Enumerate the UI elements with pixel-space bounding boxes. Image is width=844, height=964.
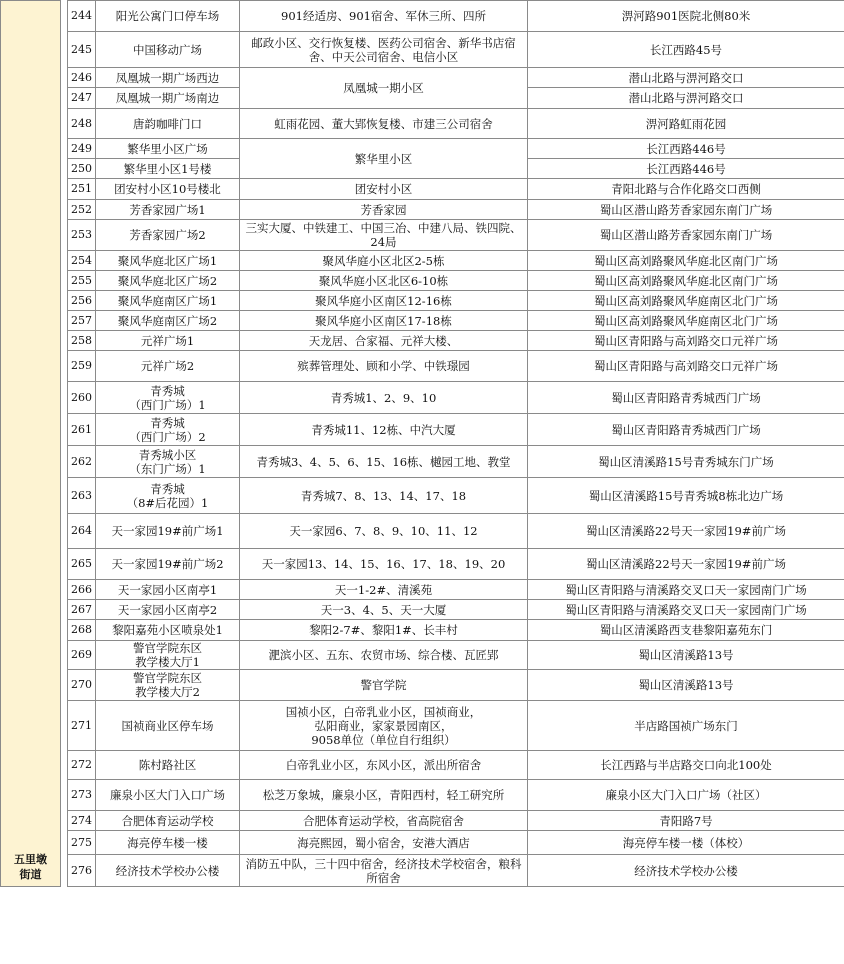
coverage-area-cell: 白帝乳业小区，东风小区，派出所宿舍 <box>240 751 528 780</box>
address-cell: 蜀山区潜山路芳香家园东南门广场 <box>528 220 844 251</box>
row-number-cell: 272 <box>68 751 96 780</box>
table-row <box>1 32 844 68</box>
site-name-cell: 繁华里小区1号楼 <box>96 159 240 179</box>
coverage-area-cell: 天一1-2#、清溪苑 <box>240 580 528 600</box>
row-number-cell: 268 <box>68 620 96 641</box>
coverage-area-cell: 黎阳2-7#、黎阳1#、长丰村 <box>240 620 528 641</box>
coverage-area-cell: 松芝万象城，廉泉小区，青阳西村，轻工研究所 <box>240 780 528 811</box>
site-name-cell: 中国移动广场 <box>96 32 240 68</box>
table-row <box>1 620 844 641</box>
row-number-cell: 273 <box>68 780 96 811</box>
table-row <box>1 351 844 382</box>
address-cell: 蜀山区高刘路聚风华庭南区北门广场 <box>528 291 844 311</box>
row-number-cell: 267 <box>68 600 96 620</box>
coverage-area-cell: 901经适房、901宿舍、军休三所、四所 <box>240 1 528 32</box>
street-name-cell: 五里墩 街道 <box>1 1 61 887</box>
table-row <box>1 1 844 32</box>
site-name-cell: 繁华里小区广场 <box>96 139 240 159</box>
row-number-cell: 245 <box>68 32 96 68</box>
address-cell: 蜀山区清溪路22号天一家园19#前广场 <box>528 549 844 580</box>
row-number-cell: 250 <box>68 159 96 179</box>
address-cell: 廉泉小区大门入口广场（社区） <box>528 780 844 811</box>
site-name-cell: 陈村路社区 <box>96 751 240 780</box>
coverage-area-cell: 三实大厦、中铁建工、中国三冶、中建八局、铁四院、24局 <box>240 220 528 251</box>
address-cell: 蜀山区青阳路青秀城西门广场 <box>528 414 844 446</box>
row-number-cell: 271 <box>68 701 96 751</box>
coverage-area-cell: 聚风华庭小区北区6-10栋 <box>240 271 528 291</box>
table-row <box>1 414 844 446</box>
table-row <box>1 68 844 88</box>
table-row <box>1 446 844 478</box>
site-name-cell: 芳香家园广场2 <box>96 220 240 251</box>
coverage-area-cell: 消防五中队，三十四中宿舍，经济技术学校宿舍，粮科所宿舍 <box>240 855 528 887</box>
coverage-area-cell: 海亮熙园，蜀小宿舍，安港大酒店 <box>240 831 528 855</box>
address-cell: 潜山北路与淠河路交口 <box>528 68 844 88</box>
coverage-area-cell: 合肥体育运动学校，省高院宿舍 <box>240 811 528 831</box>
coverage-area-cell: 凤凰城一期小区 <box>240 68 528 109</box>
site-name-cell: 天一家园小区南亭1 <box>96 580 240 600</box>
row-number-cell: 251 <box>68 179 96 200</box>
site-name-cell: 阳光公寓门口停车场 <box>96 1 240 32</box>
table-row <box>1 811 844 831</box>
address-cell: 青阳路7号 <box>528 811 844 831</box>
site-name-cell: 凤凰城一期广场南边 <box>96 88 240 109</box>
table-row <box>1 855 844 887</box>
site-name-cell: 海亮停车楼一楼 <box>96 831 240 855</box>
address-cell: 淠河路虹雨花园 <box>528 109 844 139</box>
site-name-cell: 青秀城小区 （东门广场）1 <box>96 446 240 478</box>
row-number-cell: 257 <box>68 311 96 331</box>
site-name-cell: 合肥体育运动学校 <box>96 811 240 831</box>
site-name-cell: 黎阳嘉苑小区喷泉处1 <box>96 620 240 641</box>
row-number-cell: 256 <box>68 291 96 311</box>
coverage-area-cell: 青秀城11、12栋、中汽大厦 <box>240 414 528 446</box>
coverage-area-cell: 邮政小区、交行恢复楼、医药公司宿舍、新华书店宿舍、中天公司宿舍、电信小区 <box>240 32 528 68</box>
row-number-cell: 269 <box>68 641 96 670</box>
table-row <box>1 600 844 620</box>
row-number-cell: 261 <box>68 414 96 446</box>
table-row <box>1 641 844 670</box>
table-row <box>1 670 844 701</box>
row-number-cell: 258 <box>68 331 96 351</box>
row-number-cell: 266 <box>68 580 96 600</box>
coverage-area-cell: 虹雨花园、董大郢恢复楼、市建三公司宿舍 <box>240 109 528 139</box>
coverage-area-cell: 天一家园6、7、8、9、10、11、12 <box>240 514 528 549</box>
row-number-cell: 275 <box>68 831 96 855</box>
coverage-area-cell: 天一家园13、14、15、16、17、18、19、20 <box>240 549 528 580</box>
coverage-area-cell: 天龙居、合家福、元祥大楼、 <box>240 331 528 351</box>
table-row <box>1 139 844 159</box>
site-name-cell: 团安村小区10号楼北 <box>96 179 240 200</box>
table-row <box>1 291 844 311</box>
row-number-cell: 270 <box>68 670 96 701</box>
table-body <box>1 1 844 887</box>
table-row <box>1 549 844 580</box>
address-cell: 长江西路446号 <box>528 139 844 159</box>
table-row <box>1 751 844 780</box>
site-name-cell: 警官学院东区 教学楼大厅1 <box>96 641 240 670</box>
coverage-area-cell: 团安村小区 <box>240 179 528 200</box>
table-row <box>1 200 844 220</box>
row-number-cell: 249 <box>68 139 96 159</box>
address-cell: 蜀山区清溪路13号 <box>528 670 844 701</box>
row-number-cell: 253 <box>68 220 96 251</box>
table-row <box>1 780 844 811</box>
address-cell: 蜀山区高刘路聚风华庭北区南门广场 <box>528 251 844 271</box>
address-cell: 长江西路446号 <box>528 159 844 179</box>
coverage-area-cell: 青秀城3、4、5、6、15、16栋、樾园工地、教堂 <box>240 446 528 478</box>
table-row <box>1 311 844 331</box>
coverage-area-cell: 繁华里小区 <box>240 139 528 179</box>
address-cell: 蜀山区清溪路西支巷黎阳嘉苑东门 <box>528 620 844 641</box>
address-cell: 半店路国祯广场东门 <box>528 701 844 751</box>
site-name-cell: 经济技术学校办公楼 <box>96 855 240 887</box>
coverage-area-cell: 芳香家园 <box>240 200 528 220</box>
address-cell: 淠河路901医院北侧80米 <box>528 1 844 32</box>
coverage-area-cell: 国祯小区，白帝乳业小区，国祯商业， 弘阳商业，家家景园南区， 9058单位（单位自行组织） <box>240 701 528 751</box>
coverage-area-cell: 青秀城7、8、13、14、17、18 <box>240 478 528 514</box>
site-name-cell: 青秀城 （西门广场）1 <box>96 382 240 414</box>
address-cell: 蜀山区清溪路13号 <box>528 641 844 670</box>
table-row <box>1 331 844 351</box>
table-row <box>1 179 844 200</box>
site-name-cell: 天一家园小区南亭2 <box>96 600 240 620</box>
site-name-cell: 芳香家园广场1 <box>96 200 240 220</box>
coverage-area-cell: 天一3、4、5、天一大厦 <box>240 600 528 620</box>
row-number-cell: 259 <box>68 351 96 382</box>
site-name-cell: 元祥广场2 <box>96 351 240 382</box>
coverage-area-cell: 聚风华庭小区南区12-16栋 <box>240 291 528 311</box>
site-name-cell: 廉泉小区大门入口广场 <box>96 780 240 811</box>
site-name-cell: 青秀城 （8#后花园）1 <box>96 478 240 514</box>
address-cell: 潜山北路与淠河路交口 <box>528 88 844 109</box>
row-number-cell: 274 <box>68 811 96 831</box>
site-name-cell: 聚风华庭南区广场1 <box>96 291 240 311</box>
site-name-cell: 青秀城 （西门广场）2 <box>96 414 240 446</box>
row-number-cell: 260 <box>68 382 96 414</box>
row-number-cell: 252 <box>68 200 96 220</box>
table-row <box>1 271 844 291</box>
row-number-cell: 255 <box>68 271 96 291</box>
row-number-cell: 248 <box>68 109 96 139</box>
gutter-cell <box>61 1 68 887</box>
table-row <box>1 831 844 855</box>
site-name-cell: 聚风华庭南区广场2 <box>96 311 240 331</box>
site-name-cell: 聚风华庭北区广场1 <box>96 251 240 271</box>
row-number-cell: 262 <box>68 446 96 478</box>
coverage-area-cell: 淝滨小区、五东、农贸市场、综合楼、瓦匠郢 <box>240 641 528 670</box>
address-cell: 蜀山区青阳路与高刘路交口元祥广场 <box>528 351 844 382</box>
coverage-area-cell: 聚风华庭小区南区17-18栋 <box>240 311 528 331</box>
site-name-cell: 唐韵咖啡门口 <box>96 109 240 139</box>
address-cell: 长江西路与半店路交口向北100处 <box>528 751 844 780</box>
address-cell: 蜀山区青阳路与清溪路交叉口天一家园南门广场 <box>528 580 844 600</box>
table-row <box>1 251 844 271</box>
table-row <box>1 109 844 139</box>
address-cell: 蜀山区清溪路22号天一家园19#前广场 <box>528 514 844 549</box>
row-number-cell: 263 <box>68 478 96 514</box>
address-cell: 蜀山区清溪路15号青秀城8栋北边广场 <box>528 478 844 514</box>
table-row <box>1 701 844 751</box>
site-name-cell: 聚风华庭北区广场2 <box>96 271 240 291</box>
site-name-cell: 天一家园19#前广场2 <box>96 549 240 580</box>
address-cell: 蜀山区清溪路15号青秀城东门广场 <box>528 446 844 478</box>
coverage-area-cell: 聚风华庭小区北区2-5栋 <box>240 251 528 271</box>
site-name-cell: 警官学院东区 教学楼大厅2 <box>96 670 240 701</box>
row-number-cell: 265 <box>68 549 96 580</box>
coverage-area-cell: 青秀城1、2、9、10 <box>240 382 528 414</box>
site-name-cell: 国祯商业区停车场 <box>96 701 240 751</box>
address-cell: 蜀山区潜山路芳香家园东南门广场 <box>528 200 844 220</box>
row-number-cell: 246 <box>68 68 96 88</box>
address-cell: 经济技术学校办公楼 <box>528 855 844 887</box>
table-row <box>1 478 844 514</box>
address-cell: 蜀山区高刘路聚风华庭北区南门广场 <box>528 271 844 291</box>
table-row <box>1 580 844 600</box>
table-row <box>1 382 844 414</box>
site-name-cell: 天一家园19#前广场1 <box>96 514 240 549</box>
address-cell: 蜀山区青阳路与清溪路交叉口天一家园南门广场 <box>528 600 844 620</box>
row-number-cell: 247 <box>68 88 96 109</box>
address-cell: 蜀山区青阳路与高刘路交口元祥广场 <box>528 331 844 351</box>
site-name-cell: 凤凰城一期广场西边 <box>96 68 240 88</box>
address-cell: 青阳北路与合作化路交口西侧 <box>528 179 844 200</box>
row-number-cell: 264 <box>68 514 96 549</box>
coverage-area-cell: 警官学院 <box>240 670 528 701</box>
coverage-area-cell: 殡葬管理处、顾和小学、中铁璟园 <box>240 351 528 382</box>
row-number-cell: 244 <box>68 1 96 32</box>
address-cell: 海亮停车楼一楼（体校） <box>528 831 844 855</box>
row-number-cell: 254 <box>68 251 96 271</box>
address-cell: 蜀山区高刘路聚风华庭南区北门广场 <box>528 311 844 331</box>
address-cell: 蜀山区青阳路青秀城西门广场 <box>528 382 844 414</box>
site-name-cell: 元祥广场1 <box>96 331 240 351</box>
table-row <box>1 220 844 251</box>
address-cell: 长江西路45号 <box>528 32 844 68</box>
row-number-cell: 276 <box>68 855 96 887</box>
table-row <box>1 514 844 549</box>
